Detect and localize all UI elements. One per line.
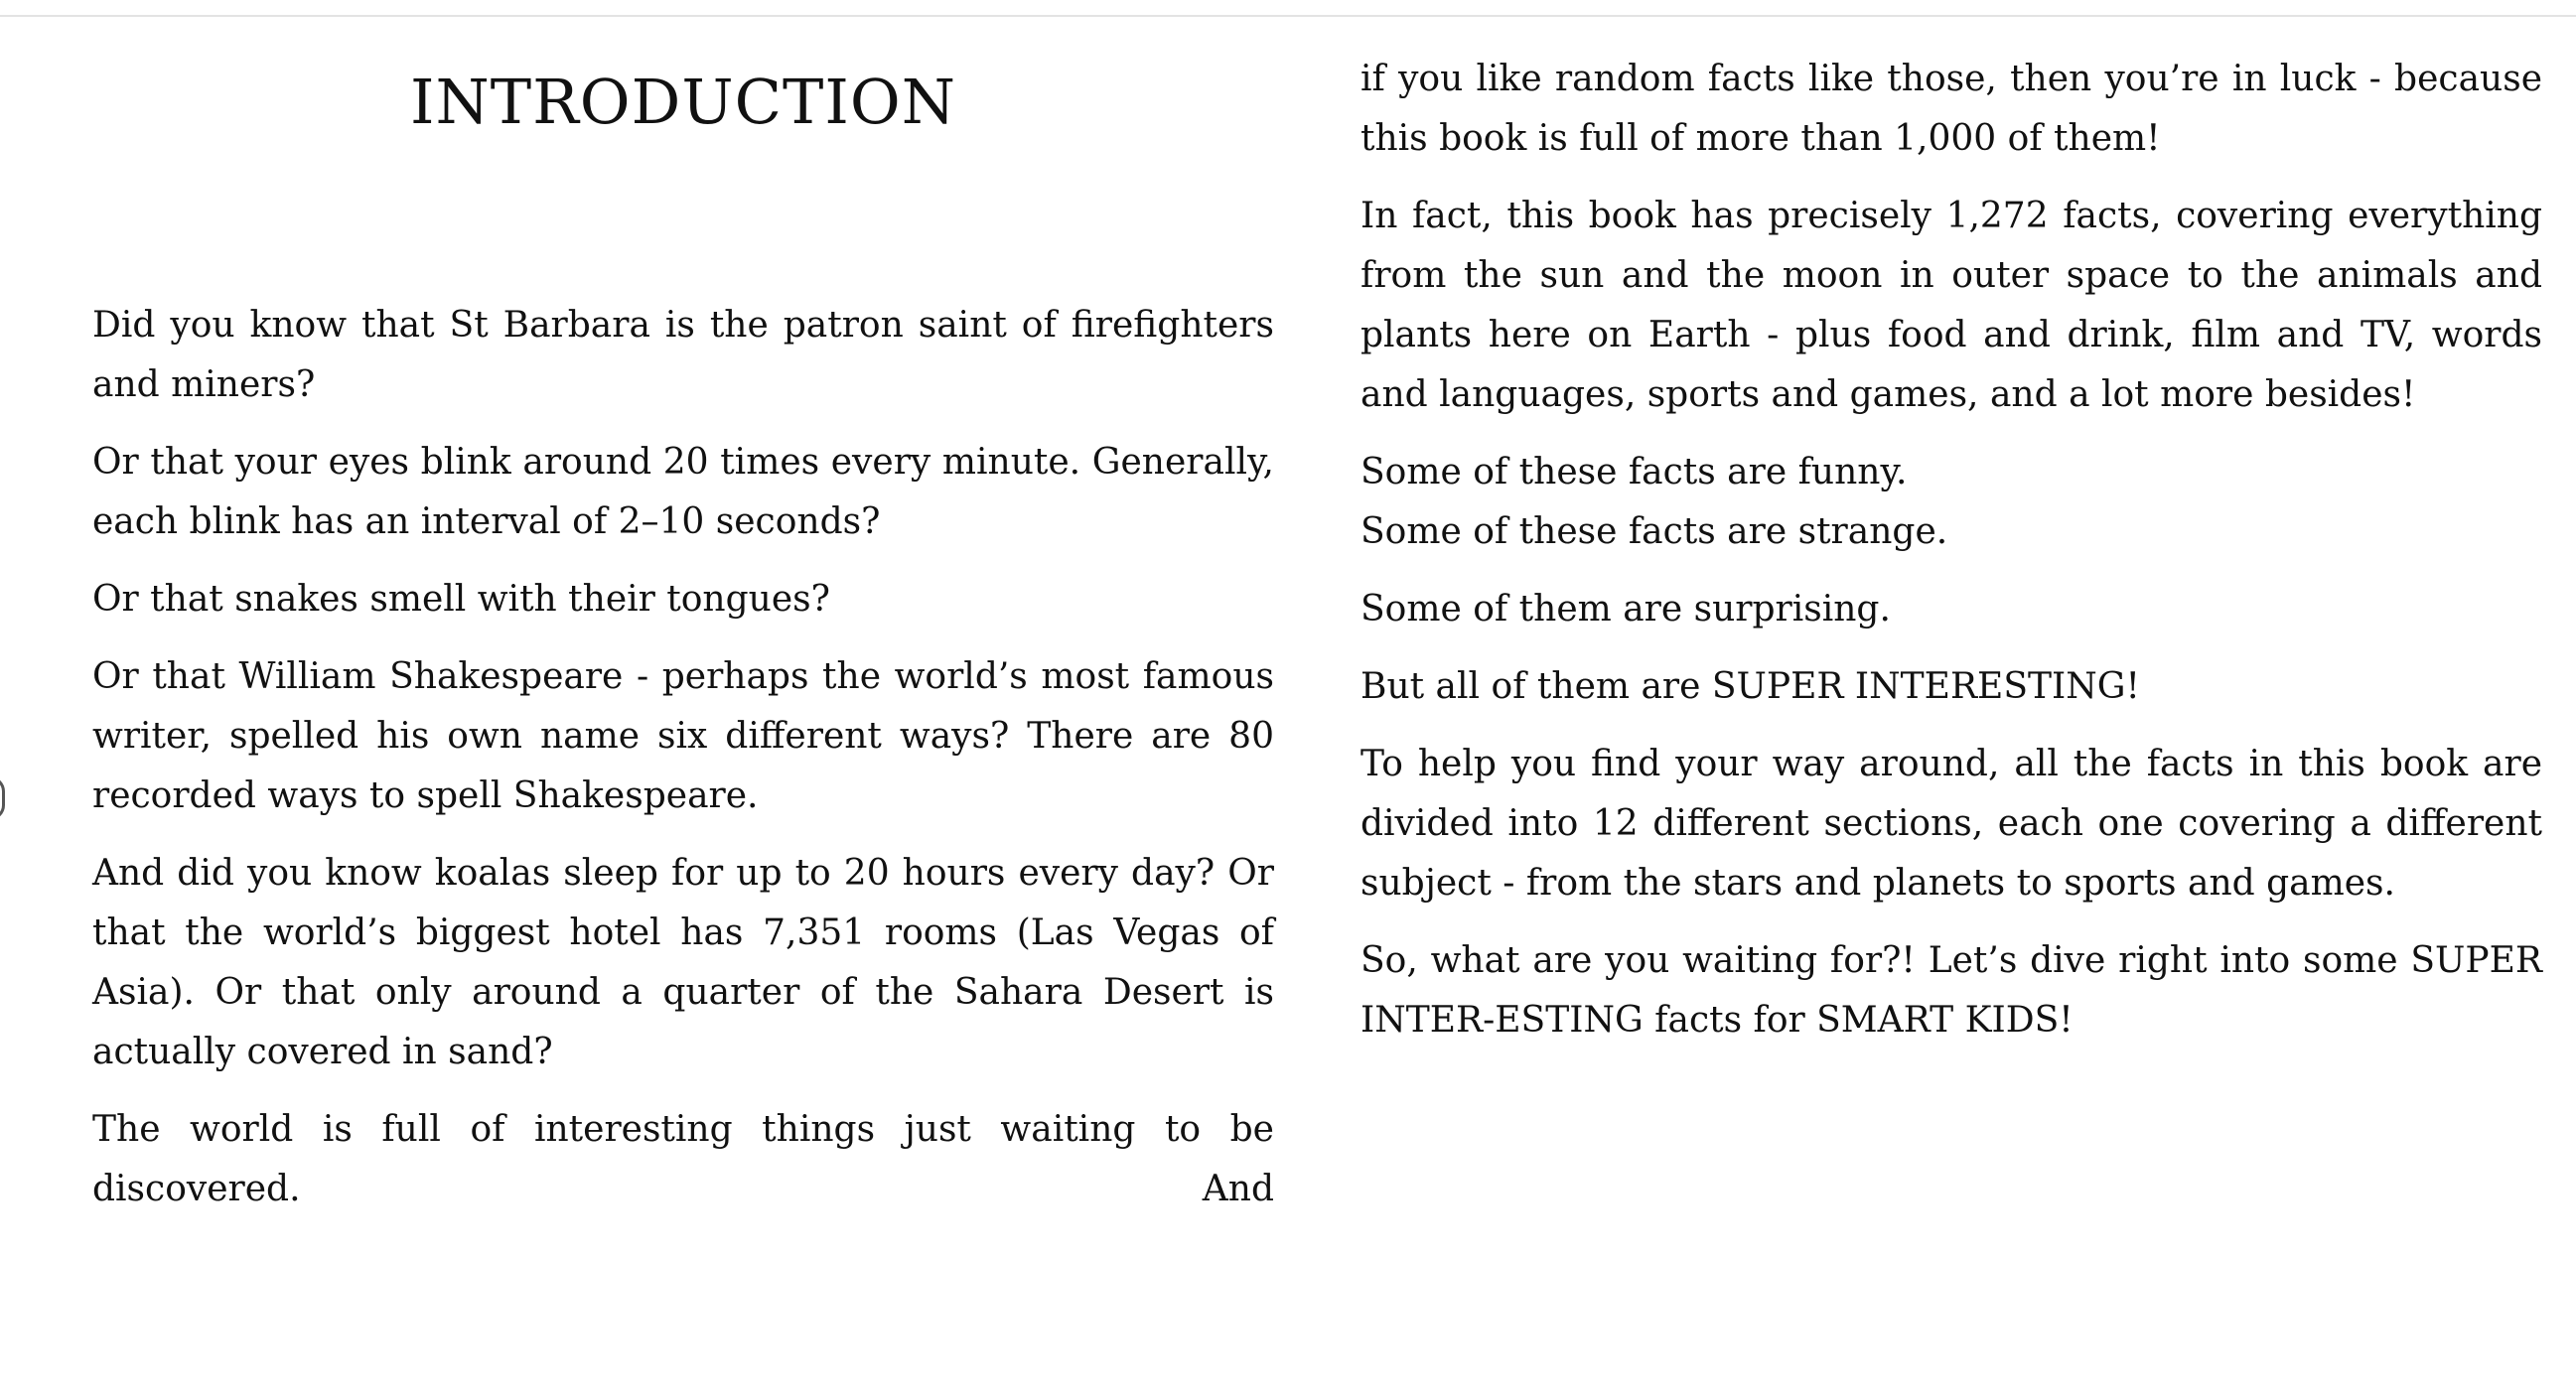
reader-top-border	[0, 0, 2576, 17]
paragraph: And did you know koalas sleep for up to 20 hours every day? Or that the world’s biggest hotel has 7,351 rooms (Las Vegas of Asia). Or that only around a quarter of the Sahara Desert is actually covered in sand?	[92, 853, 1274, 1072]
paragraph: Or that your eyes blink around 20 times every minute. Generally, each blink has an interval of 2–10 seconds?	[92, 442, 1274, 542]
paragraph: In fact, this book has precisely 1,272 facts, covering everything from the sun and the moon in outer space to the animals and plants here on Earth - plus food and drink, film and TV, words and languages, sports and games, and a lot more besides!	[1360, 196, 2542, 415]
paragraph: The world is full of interesting things just waiting to be discovered. And	[92, 1109, 1274, 1209]
right-page-text	[1360, 50, 2542, 1068]
paragraph: if you like random facts like those, then you’re in luck - because this book is full of more than 1,000 of them!	[1360, 59, 2542, 159]
paragraph: Some of them are surprising.	[1360, 589, 1891, 630]
paragraph: Or that William Shakespeare - perhaps the world’s most famous writer, spelled his own name six different ways? There are 80 recorded ways to spell Shakespeare.	[92, 656, 1274, 816]
paragraph: To help you find your way around, all the facts in this book are divided into 12 different sections, each one covering a different subject - from the stars and planets to sports and games.	[1360, 744, 2542, 904]
page-turn-edge-indicator[interactable]	[0, 776, 5, 820]
left-page-text	[92, 296, 1274, 1237]
paragraph: So, what are you waiting for?! Let’s dive right into some SUPER INTER-ESTING facts for SMART KIDS!	[1360, 940, 2542, 1041]
chapter-title: INTRODUCTION	[410, 66, 956, 138]
paragraph: Some of these facts are strange.	[1360, 511, 1948, 552]
paragraph: But all of them are SUPER INTERESTING!	[1360, 666, 2140, 707]
paragraph: Or that snakes smell with their tongues?	[92, 579, 830, 620]
paragraph: Some of these facts are funny.	[1360, 452, 1908, 492]
paragraph: Did you know that St Barbara is the patron saint of firefighters and miners?	[92, 305, 1274, 405]
